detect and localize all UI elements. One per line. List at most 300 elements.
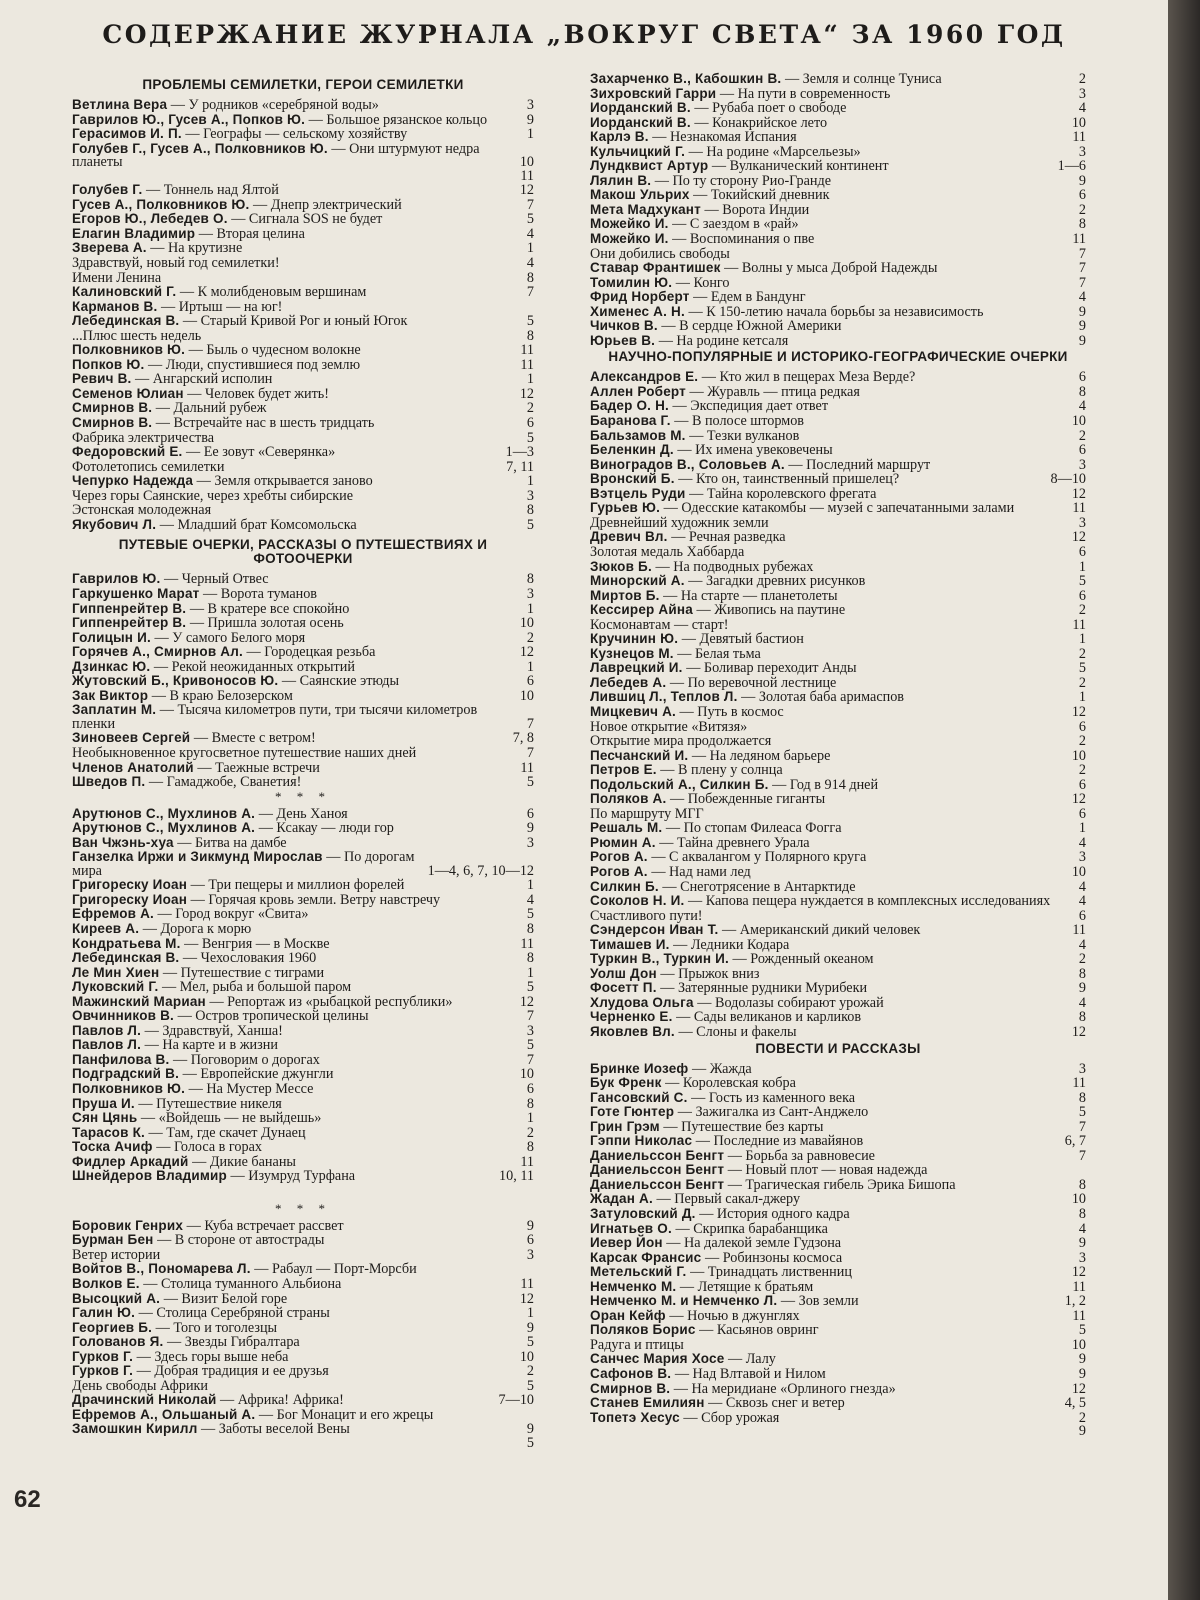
- entry-title: — На карте и в жизни: [144, 1037, 278, 1054]
- entry-text: [590, 938, 1069, 953]
- entry-text: [72, 343, 510, 358]
- entry-title: ...Плюс шесть недель: [72, 327, 202, 344]
- entry-issue-number: 11: [1072, 1075, 1086, 1092]
- entry-issue-number: 2: [1078, 762, 1086, 779]
- entry-title: — Добрая традиция и ее друзья: [136, 1363, 329, 1380]
- entry-author: Галин Ю.: [72, 1305, 136, 1321]
- entry-author: Смирнов В.: [72, 400, 153, 416]
- entry-issue-number: 12: [519, 182, 534, 199]
- entry-title: — Встречайте нас в шесть тридцать: [155, 415, 375, 432]
- entry-title: — На Мустер Мессе: [188, 1081, 314, 1097]
- entry-title: — Сбор урожая: [683, 1409, 780, 1426]
- toc-entry: [72, 212, 534, 227]
- entry-issue-number: 10: [1071, 747, 1086, 764]
- entry-text: [72, 907, 517, 922]
- entry-title: — Ксакау — люди гор: [258, 820, 394, 837]
- toc-entry: [72, 503, 534, 518]
- entry-issue-number: 11: [520, 342, 534, 359]
- entry-title: — Старый Кривой Рог и юный Югок: [182, 313, 408, 330]
- entry-text: [590, 334, 1069, 349]
- toc-entry: [72, 995, 534, 1010]
- entry-issue-number: 5: [526, 1037, 534, 1054]
- entry-text: [72, 127, 517, 142]
- entry-author: Ефремов А., Ольшаный А.: [72, 1406, 256, 1422]
- entry-issue-number: 4: [1078, 834, 1086, 851]
- entry-issue-number: 7: [526, 196, 534, 213]
- toc-entry: [72, 256, 534, 271]
- entry-author: Павлов Л.: [72, 1022, 142, 1038]
- entry-author: Зихровский Гарри: [590, 85, 717, 101]
- entry-issue-number: 10: [1071, 1191, 1086, 1208]
- entry-text: [72, 1306, 517, 1321]
- entry-text: [590, 1091, 1069, 1106]
- toc-entry: [72, 489, 534, 504]
- entry-issue-number: 8: [1078, 1089, 1086, 1106]
- entry-issue-number: 3: [1078, 85, 1086, 102]
- entry-author: Кульчицкий Г.: [590, 143, 686, 159]
- entry-issue-number: 2: [1078, 674, 1086, 691]
- entry-text: [590, 1163, 1076, 1178]
- toc-entry: [72, 1233, 534, 1248]
- toc-entry: [72, 907, 534, 922]
- entry-issue-number: 5: [526, 979, 534, 996]
- toc-entry: [590, 334, 1086, 349]
- entry-title: — Мел, рыба и большой паром: [162, 979, 352, 996]
- entry-issue-number: 9: [1078, 303, 1086, 320]
- toc-entry: [590, 618, 1086, 633]
- entry-title: — Скрипка барабанщика: [675, 1220, 828, 1237]
- toc-entry: [590, 967, 1086, 982]
- entry-text: [72, 431, 517, 446]
- entry-text: [590, 996, 1069, 1011]
- entry-author: Мета Мадхукант: [590, 201, 701, 217]
- toc-entry: [590, 1396, 1086, 1411]
- entry-title: — Саянские этюды: [281, 673, 400, 690]
- toc-entry: [72, 142, 534, 170]
- entry-text: [72, 1067, 510, 1082]
- entry-title: — Кто он, таинственный пришелец?: [678, 471, 900, 488]
- entry-text: [590, 290, 1069, 305]
- toc-entry: [72, 1082, 534, 1097]
- entry-author: Соколов Н. И.: [590, 893, 685, 909]
- entry-title: — Большое рязанское кольцо: [308, 111, 488, 128]
- entry-title: — Дальний рубеж: [155, 400, 267, 417]
- toc-entry: [590, 632, 1086, 647]
- entry-issue-number: 2: [1078, 951, 1086, 968]
- entry-title: — Капова пещера нуждается в комплексных исследованиях: [688, 893, 1051, 910]
- entry-text: [590, 807, 1069, 822]
- entry-author: Кессирер Айна: [590, 602, 693, 618]
- entry-title: — Рабаул — Порт-Морсби: [254, 1261, 417, 1278]
- entry-author: Мажинский Мариан: [72, 993, 206, 1009]
- entry-title: — На меридиане «Орлиного гнезда»: [673, 1380, 896, 1397]
- entry-text: [590, 734, 1069, 749]
- entry-author: Киреев А.: [72, 920, 140, 936]
- toc-entry: [72, 966, 534, 981]
- entry-text: [72, 731, 503, 746]
- entry-author: Немченко М. и Немченко Л.: [590, 1293, 778, 1309]
- entry-issue-number: 1: [1078, 689, 1086, 706]
- entry-title: — На пути в современность: [719, 85, 891, 102]
- entry-text: [72, 1140, 517, 1155]
- entry-issue-number: 4: [1078, 100, 1086, 117]
- book-edge: [1168, 0, 1200, 1600]
- entry-title: — Здесь горы выше неба: [136, 1348, 289, 1365]
- entry-issue-number: 10: [519, 615, 534, 632]
- entry-author: Затуловский Д.: [590, 1206, 696, 1222]
- toc-entry: [590, 1338, 1086, 1353]
- entry-title: — Водолазы собирают урожай: [697, 994, 884, 1011]
- entry-title: Они добились свободы: [590, 245, 730, 262]
- toc-entry: [590, 188, 1086, 203]
- toc-entry: [72, 113, 534, 128]
- entry-author: Баранова Г.: [590, 413, 671, 429]
- entry-text: [72, 1082, 517, 1097]
- entry-issue-number: 12: [519, 1290, 534, 1307]
- entry-text: [590, 130, 1062, 145]
- entry-title: — Вместе с ветром!: [193, 730, 316, 747]
- entry-author: Иевер Йон: [590, 1235, 663, 1251]
- entry-text: [72, 836, 517, 851]
- entry-text: [72, 1364, 517, 1379]
- entry-issue-number: 1: [1078, 631, 1086, 648]
- entry-text: [72, 300, 524, 315]
- entry-title: — У самого Белого моря: [154, 629, 306, 646]
- toc-entry: [72, 285, 534, 300]
- entry-title: — Заботы веселой Вены: [201, 1421, 350, 1438]
- entry-text: [590, 1076, 1062, 1091]
- toc-entry: [72, 1155, 534, 1170]
- toc-entry: [72, 329, 534, 344]
- toc-entry: [590, 1265, 1086, 1280]
- entry-author: Древич Вл.: [590, 529, 668, 545]
- toc-entry: [72, 731, 534, 746]
- toc-entry: [72, 922, 534, 937]
- entry-title: — На старте — планетолеты: [663, 587, 838, 604]
- toc-entry: [72, 572, 534, 587]
- entry-issue-number: 1: [526, 877, 534, 894]
- toc-entry: [72, 1350, 534, 1365]
- entry-issue-number: 10: [519, 1066, 534, 1083]
- list-science: [590, 370, 1086, 1039]
- entry-text: [590, 516, 1069, 531]
- entry-text: [590, 1134, 1055, 1149]
- entry-author: Гиппенрейтер В.: [72, 615, 187, 631]
- entry-author: Ревич В.: [72, 371, 132, 387]
- entry-author: Кондратьева М.: [72, 935, 181, 951]
- entry-issue-number: 10: [1071, 114, 1086, 131]
- toc-entry: [72, 1306, 534, 1321]
- entry-title: — У родников «серебряной воды»: [170, 97, 379, 113]
- toc-entry: [72, 631, 534, 646]
- entry-title: Ветер истории: [72, 1246, 161, 1263]
- entry-title: — Тринадцать лиственниц: [690, 1264, 852, 1281]
- entry-issue-number: 4: [1078, 893, 1086, 910]
- entry-text: [72, 518, 517, 533]
- entry-issue-number: 12: [1071, 1024, 1086, 1040]
- entry-issue-number: 2: [1078, 602, 1086, 619]
- entry-author: Черненко Е.: [590, 1009, 673, 1025]
- entry-text: [590, 909, 1069, 924]
- entry-text: [590, 676, 1069, 691]
- entry-issue-number: 1: [526, 126, 534, 143]
- entry-text: [590, 1367, 1069, 1382]
- entry-text: [72, 183, 510, 198]
- entry-author: Федоровский Е.: [72, 444, 183, 460]
- toc-entry: [590, 217, 1086, 232]
- entry-title: Открытие мира продолжается: [590, 733, 772, 750]
- toc-entry: [590, 603, 1086, 618]
- toc-entry: [72, 980, 534, 995]
- entry-title: — Зов земли: [780, 1293, 859, 1310]
- entry-title: Фабрика электричества: [72, 429, 214, 446]
- toc-entry: [72, 689, 534, 704]
- list-travel-continued: [590, 72, 1086, 348]
- toc-entry: [590, 487, 1086, 502]
- toc-entry: [590, 414, 1086, 429]
- entry-text: [590, 778, 1069, 793]
- entry-issue-number: 9: [1078, 980, 1086, 997]
- entry-title: — Путешествие без карты: [663, 1118, 824, 1135]
- entry-issue-number: 3: [526, 834, 534, 851]
- toc-entry: [72, 1111, 534, 1126]
- toc-entry: [590, 458, 1086, 473]
- entry-text: [590, 589, 1069, 604]
- entry-issue-number: 3: [526, 1022, 534, 1039]
- entry-title: — В плену у солнца: [660, 762, 783, 779]
- entry-text: [590, 247, 1069, 262]
- toc-entry: [72, 1408, 534, 1423]
- entry-title: День свободы Африки: [72, 1377, 209, 1394]
- entry-issue-number: 2: [1078, 733, 1086, 750]
- entry-title: Необыкновенное кругосветное путешествие наших дней: [72, 744, 417, 761]
- entry-issue-number: 9: [526, 820, 534, 837]
- entry-issue-number: 8: [1078, 1009, 1086, 1026]
- list-seven-year-plan: [72, 98, 534, 532]
- entry-text: [72, 212, 517, 227]
- entry-issue-number: 7: [526, 284, 534, 301]
- toc-entry: [590, 734, 1086, 749]
- entry-title: — Земля открывается заново: [196, 473, 373, 490]
- entry-issue-number: 6: [1078, 187, 1086, 204]
- entry-author: Минорский А.: [590, 573, 685, 589]
- toc-entry: [72, 1437, 534, 1451]
- toc-entry: [590, 690, 1086, 705]
- toc-entry: [590, 443, 1086, 458]
- entry-title: — Таежные встречи: [197, 759, 320, 776]
- entry-text: [72, 602, 517, 617]
- entry-text: [590, 1062, 1069, 1077]
- entry-author: Лившиц Л., Теплов Л.: [590, 689, 738, 705]
- entry-text: [72, 227, 517, 242]
- entry-issue-number: 9: [526, 1421, 534, 1438]
- entry-text: [72, 1393, 489, 1408]
- entry-title: — Побежденные гиганты: [670, 791, 826, 808]
- entry-title: — Рожденный океаном: [732, 951, 874, 968]
- entry-issue-number: 7—10: [498, 1392, 534, 1409]
- entry-author: Егоров Ю., Лебедев О.: [72, 211, 228, 227]
- toc-entry: [590, 1178, 1086, 1193]
- toc-entry: [590, 1149, 1086, 1164]
- entry-issue-number: 5: [526, 516, 534, 533]
- entry-author: Георгиев Б.: [72, 1319, 153, 1335]
- entry-issue-number: 4: [1078, 289, 1086, 306]
- list-travel: [72, 572, 534, 789]
- entry-author: Карлэ В.: [590, 129, 649, 145]
- entry-author: Поляков А.: [590, 791, 667, 807]
- entry-text: [590, 632, 1069, 647]
- entry-author: Туркин В., Туркин И.: [590, 951, 729, 967]
- entry-text: [590, 1010, 1069, 1025]
- entry-author: Песчанский И.: [590, 747, 689, 763]
- entry-text: [590, 661, 1069, 676]
- entry-title: — Поговорим о дорогах: [172, 1051, 320, 1068]
- entry-title: — Токийский дневник: [693, 187, 830, 204]
- entry-title: — На родине «Марсельезы»: [688, 143, 861, 160]
- entry-title: — Человек будет жить!: [187, 385, 330, 402]
- entry-text: [72, 460, 496, 475]
- entry-author: Голубев Г., Гусев А., Полковников Ю.: [72, 140, 328, 156]
- toc-entry: [590, 763, 1086, 778]
- entry-author: Полковников Ю.: [72, 342, 186, 358]
- toc-entry: [72, 167, 534, 184]
- entry-title: — Жажда: [692, 1060, 752, 1077]
- entry-issue-number: 7: [526, 1051, 534, 1068]
- entry-issue-number: 5: [526, 1377, 534, 1394]
- entry-author: Гаврилов Ю.: [72, 571, 161, 587]
- entry-title: Здравствуй, новый год семилетки!: [72, 255, 280, 272]
- entry-issue-number: 3: [1078, 456, 1086, 473]
- entry-issue-number: 6, 7: [1064, 1133, 1086, 1150]
- entry-issue-number: 7: [1078, 1147, 1086, 1164]
- entry-text: [590, 705, 1062, 720]
- entry-author: Фидлер Аркадий: [72, 1153, 189, 1169]
- entry-text: [72, 645, 510, 660]
- entry-issue-number: 7, 8: [512, 730, 534, 747]
- toc-entry: [72, 271, 534, 286]
- entry-issue-number: 4: [1078, 936, 1086, 953]
- entry-issue-number: 10: [519, 1348, 534, 1365]
- entry-author: Силкин Б.: [590, 878, 659, 894]
- entry-author: Оран Кейф: [590, 1307, 666, 1323]
- entry-title: — Первый сакал-джеру: [656, 1191, 801, 1208]
- entry-author: Подградский В.: [72, 1066, 180, 1082]
- entry-title: — Девятый бастион: [681, 631, 804, 648]
- entry-title: — По ту сторону Рио-Гранде: [654, 172, 831, 189]
- entry-title: — Боливар переходит Анды: [686, 660, 857, 677]
- entry-title: — Там, где скачет Дунаец: [148, 1124, 306, 1141]
- entry-author: Луковский Г.: [72, 979, 159, 995]
- toc-entry: [590, 1207, 1086, 1222]
- entry-author: Зюков Б.: [590, 558, 652, 574]
- toc-entry: [72, 807, 534, 822]
- entry-text: [590, 101, 1069, 116]
- entry-text: [72, 674, 517, 689]
- toc-entry: [590, 720, 1086, 735]
- entry-text: [590, 1323, 1069, 1338]
- entry-title: — На родине кетсаля: [658, 332, 789, 349]
- entry-text: [72, 631, 517, 646]
- entry-text: [590, 1309, 1062, 1324]
- entry-text: [590, 1192, 1062, 1207]
- entry-title: — Загадки древних рисунков: [688, 573, 866, 590]
- entry-author: Бринке Иозеф: [590, 1060, 689, 1076]
- entry-issue-number: 11: [1072, 616, 1086, 633]
- entry-title: — На подводных рубежах: [655, 558, 814, 575]
- entry-author: Герасимов И. П.: [72, 126, 182, 142]
- entry-issue-number: 5: [1078, 573, 1086, 590]
- entry-text: [590, 720, 1069, 735]
- entry-title: По маршруту МГГ: [590, 805, 704, 822]
- entry-text: [72, 387, 510, 402]
- entry-title: Эстонская молодежная: [72, 502, 212, 519]
- toc-entry: [590, 203, 1086, 218]
- entry-text: [590, 305, 1069, 320]
- entry-text: [590, 923, 1062, 938]
- entry-text: [72, 1350, 510, 1365]
- entry-issue-number: 4: [526, 255, 534, 272]
- entry-text: [72, 256, 517, 271]
- entry-author: Лялин В.: [590, 172, 652, 188]
- entry-title: — День Ханоя: [258, 805, 348, 822]
- entry-title: — С аквалангом у Полярного круга: [651, 849, 867, 866]
- entry-issue-number: 2: [526, 1124, 534, 1141]
- entry-author: Беленкин Д.: [590, 442, 674, 458]
- entry-author: Войтов В., Пономарева Л.: [72, 1261, 251, 1277]
- toc-entry: [72, 937, 534, 952]
- entry-author: Макош Ульрих: [590, 187, 690, 203]
- entry-title: — Африка! Африка!: [220, 1392, 344, 1409]
- toc-entry: [72, 761, 534, 776]
- entry-issue-number: 11: [1072, 500, 1086, 517]
- entry-issue-number: 1—3: [505, 444, 534, 461]
- entry-issue-number: 6: [526, 415, 534, 432]
- toc-entry: [72, 1053, 534, 1068]
- entry-issue-number: 8: [1078, 216, 1086, 233]
- entry-issue-number: 10: [519, 687, 534, 704]
- toc-entry: [72, 1262, 534, 1277]
- entry-text: [590, 1222, 1069, 1237]
- toc-entry: [72, 1393, 534, 1408]
- toc-entry: [72, 587, 534, 602]
- entry-text: [72, 198, 517, 213]
- entry-author: Мицкевич А.: [590, 703, 676, 719]
- toc-entry: [590, 1323, 1086, 1338]
- entry-title: — В краю Белозерском: [151, 687, 293, 704]
- entry-title: — Воспоминания о пве: [672, 231, 815, 248]
- entry-author: Драчинский Николай: [72, 1392, 217, 1408]
- entry-author: Иорданский В.: [590, 114, 691, 130]
- entry-text: [72, 1155, 510, 1170]
- entry-text: [72, 703, 517, 731]
- entry-issue-number: 1: [526, 1305, 534, 1322]
- toc-entry: [590, 1294, 1086, 1309]
- entry-issue-number: 7: [1078, 1118, 1086, 1135]
- entry-author: Тимашев И.: [590, 936, 670, 952]
- entry-title: — Сады великанов и карликов: [676, 1009, 862, 1026]
- list-foreign-travel: [72, 807, 534, 1184]
- toc-entry: [590, 1236, 1086, 1251]
- entry-author: Юрьев В.: [590, 332, 656, 348]
- entry-text: [72, 821, 517, 836]
- toc-entry: [72, 1321, 534, 1336]
- list-stories: [590, 1062, 1086, 1439]
- entry-text: [590, 276, 1069, 291]
- entry-title: — Ночью в джунглях: [669, 1307, 800, 1324]
- entry-author: Рюмин А.: [590, 834, 656, 850]
- entry-author: Панфилова В.: [72, 1051, 170, 1067]
- entry-author: Карманов В.: [72, 298, 158, 314]
